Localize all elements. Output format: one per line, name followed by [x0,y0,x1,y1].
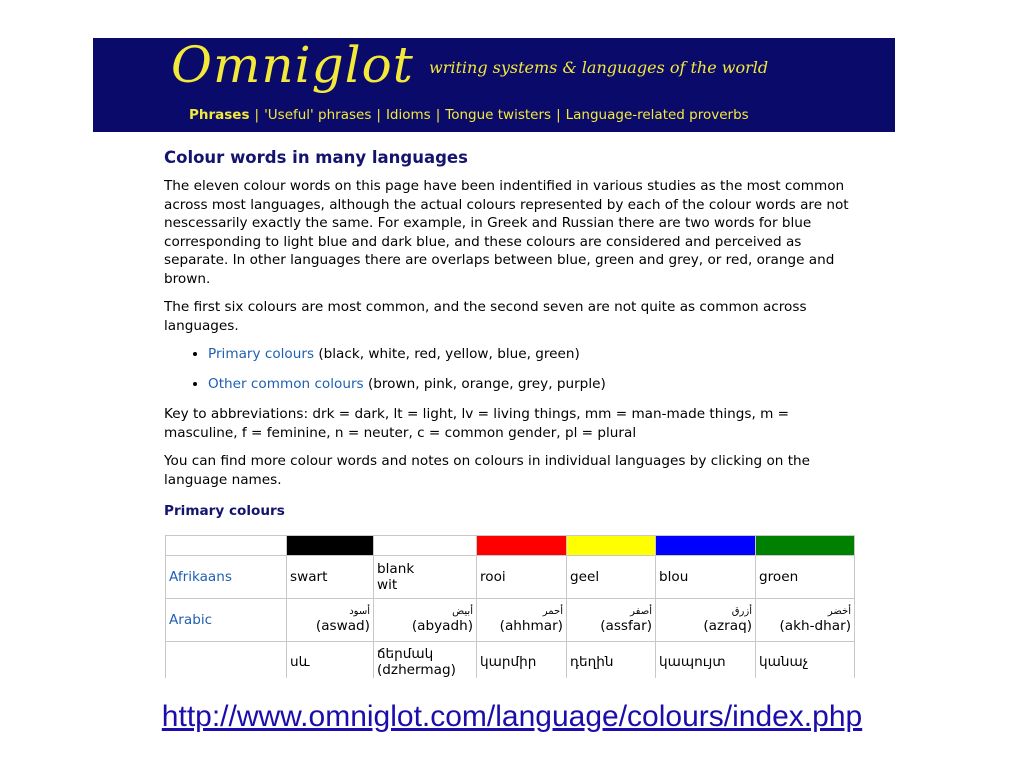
table-row [166,642,855,679]
language-link [166,642,287,679]
colour-group-link[interactable]: Other common colours [208,376,364,392]
omniglot-logo[interactable]: Omniglot [171,38,414,94]
colour-word: (ahhmar) [499,618,563,634]
colour-group-members: (black, white, red, yellow, blue, green) [314,346,580,362]
colour-word: կապույտ [659,654,726,670]
colour-word-cell [756,599,855,642]
colour-word-cell [374,599,477,642]
colour-word-cell [656,556,756,599]
intro-paragraph: The eleven colour words on this page have been indentified in various studies as the most common across most languages, although the actual colours represented by each of the colour words are not nescessarily exactly the same. For example, in Greek and Russian there are two words for blue corresponding to light blue and dark blue, and these colours are considered and perceived as separate. In other languages there are overlaps between blue, green and grey, or red, orange and brown. [164,178,849,287]
colour-swatch [567,536,656,556]
colour-word-cell [567,642,656,679]
colour-word: (abyadh) [411,618,473,634]
colour-word-cell [287,599,374,642]
colour-swatch [477,536,567,556]
colour-word-cell [374,642,477,679]
abbreviation-key: Key to abbreviations: drk = dark, lt = light, lv = living things, mm = man-made things, m = masculine, f = feminine, n = neuter, c = common gender, pl = plural [164,406,790,441]
colour-word-cell [756,556,855,599]
subnav-separator: | [556,107,561,123]
colour-swatch-row [166,536,855,556]
header-corner-cell [166,536,287,556]
subnav-separator: | [376,107,381,123]
colour-word-cell [287,556,374,599]
site-banner [93,38,895,132]
native-script-word: أخضر [827,606,851,617]
colour-group-link[interactable]: Primary colours [208,346,315,362]
table-row [166,599,855,642]
table-row [166,556,855,599]
subnav-link-idioms[interactable]: Idioms [385,107,431,123]
colour-word: (azraq) [703,618,752,634]
language-link[interactable]: Arabic [166,599,287,642]
colour-word-cell [656,642,756,679]
native-script-word: أبيض [452,606,473,617]
web-page-screenshot [93,38,895,678]
source-url-link[interactable]: http://www.omniglot.com/language/colours/index.php [161,700,863,733]
colour-word: groen [759,569,799,585]
page-title: Colour words in many languages [164,148,468,167]
colour-swatch [656,536,756,556]
colour-swatch [756,536,855,556]
subnav-separator: | [254,107,260,123]
colour-word-cell [287,642,374,679]
colour-word: կանաչ [759,654,809,670]
subnav-link-language-related-proverbs[interactable]: Language-related proverbs [565,107,749,123]
colour-word: ճերմակ (dzhermag) [377,646,456,678]
colour-swatch [287,536,374,556]
colour-word: swart [290,569,328,585]
colour-swatch [374,536,477,556]
section-title-primary-colours: Primary colours [164,503,285,519]
native-script-word: أصفر [630,606,652,617]
colour-word: rooi [480,569,506,585]
colour-group-item [208,375,854,393]
colour-word: blou [659,569,689,585]
native-script-word: أحمر [542,606,563,617]
colour-word: (aswad) [315,618,370,634]
colour-word: դեղին [570,654,614,670]
colour-word: (akh-dhar) [779,618,851,634]
subnav-link-phrases[interactable]: Phrases [189,107,250,123]
colour-word: սև [290,654,310,670]
subnav-separator: | [435,107,441,123]
native-script-word: أسود [349,606,370,617]
colour-words-table [165,535,855,678]
native-script-word: أزرق [731,606,752,617]
colour-word: geel [570,569,600,585]
subnav-link-useful-phrases[interactable]: 'Useful' phrases [264,107,372,123]
colour-word-cell [567,599,656,642]
colour-word: blank wit [377,561,415,593]
subnav-link-tongue-twisters[interactable]: Tongue twisters [445,107,552,123]
article-content [164,148,854,529]
colour-group-item [208,345,854,363]
site-tagline: writing systems & languages of the world [429,58,769,77]
colour-word-cell [477,642,567,679]
colour-word-cell [477,599,567,642]
colour-word-cell [477,556,567,599]
colour-word-cell [567,556,656,599]
colour-word-cell [656,599,756,642]
phrases-subnav [189,107,749,123]
colour-word-cell [374,556,477,599]
more-info-paragraph: You can find more colour words and notes on colours in individual languages by clicking on the language names. [164,453,811,488]
colour-group-list [164,345,854,393]
colour-word: (assfar) [600,618,652,634]
colour-word-cell [756,642,855,679]
language-link[interactable]: Afrikaans [166,556,287,599]
frequency-paragraph: The first six colours are most common, and the second seven are not quite as common across languages. [164,299,807,334]
colour-word: կարմիր [480,654,537,670]
colour-group-members: (brown, pink, orange, grey, purple) [363,376,606,392]
